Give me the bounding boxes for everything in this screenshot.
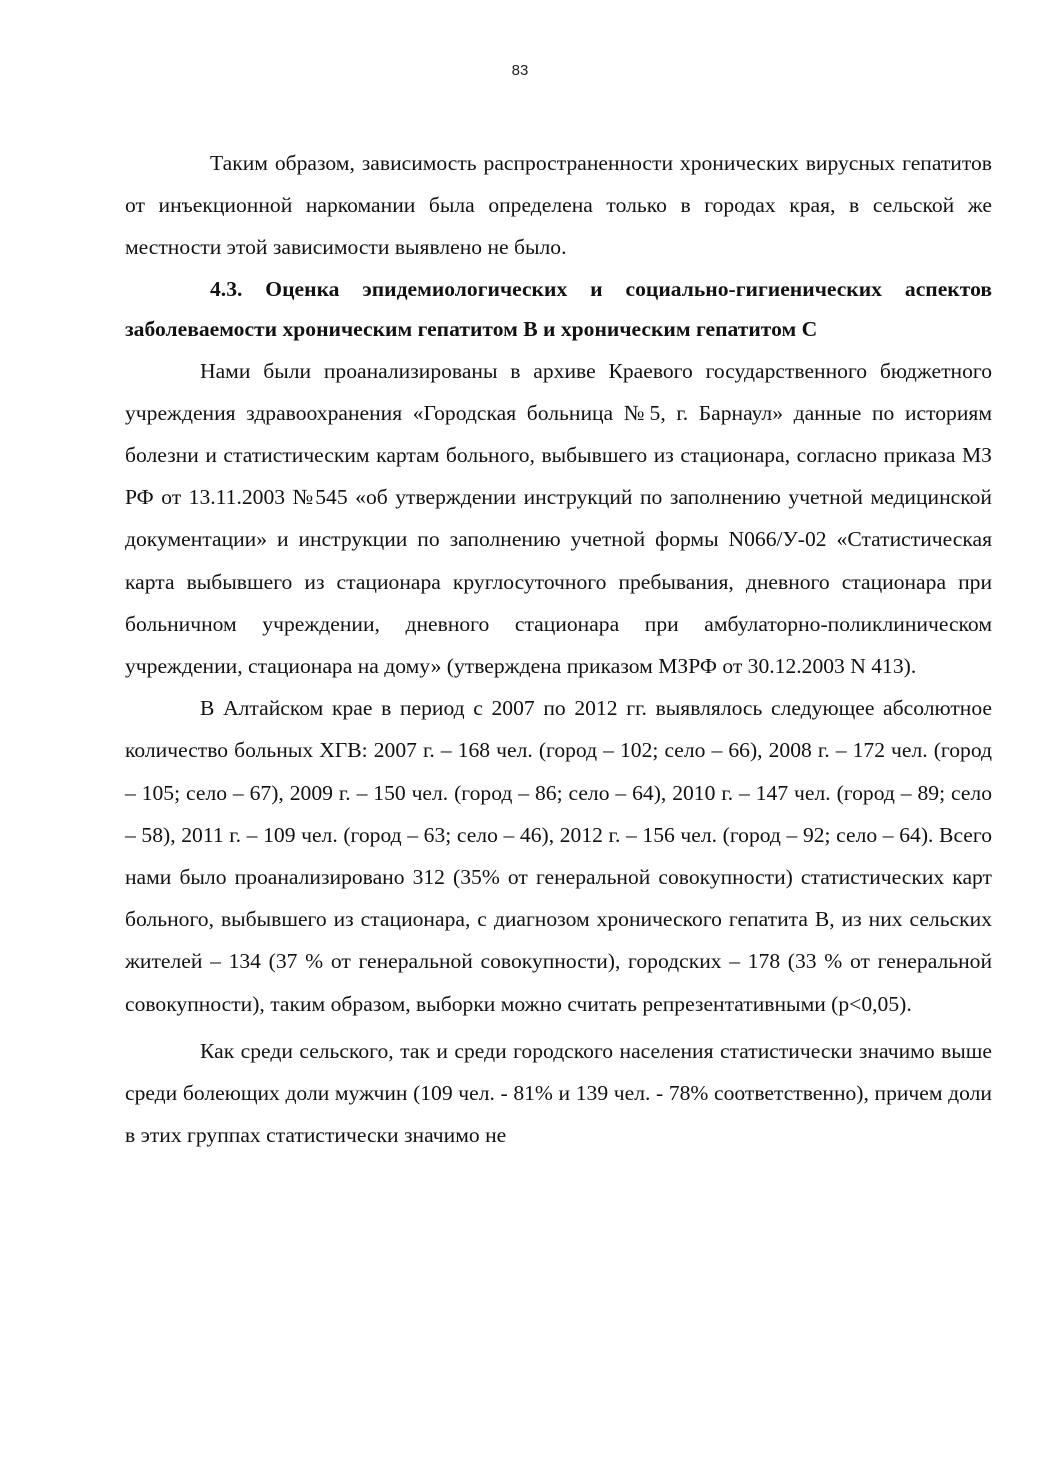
section-heading: 4.3. Оценка эпидемиологических и социально-гигиенических аспектов заболеваемости хроническим гепатитом В и хроническим гепатитом С [125,276,992,342]
paragraph-conclusion: Таким образом, зависимость распространенности хронических вирусных гепатитов от инъекционной наркомании была определена только в городах края, в сельской же местности этой зависимости выявлено не было. [125,151,992,260]
paragraph-gender-distribution: Как среди сельского, так и среди городского населения статистически значимо выше среди болеющих доли мужчин (109 чел. - 81% и 139 чел. - 78% соответственно), причем доли в этих группах статистически значимо не [125,1038,992,1148]
paragraph-data-sources: Нами были проанализированы в архиве Краевого государственного бюджетного учреждения здравоохранения «Городская больница №5, г. Барнаул» данные по историям болезни и статистическим картам больного, выбывшего из стационара, согласно приказа МЗ РФ от 13.11.2003 №545 «об утверждении инструкций по заполнению учетной медицинской документации» и инструкции по заполнению учетной формы N066/У-02 «Статистическая карта выбывшего из стационара круглосуточного пребывания, дневного стационара при больничном учреждении, дневного стационара при амбулаторно-поликлиническом учреждении, стационара на дому» (утверждена приказом МЗРФ от 30.12.2003 N 413). [125,358,992,679]
paragraph-incidence-statistics: В Алтайском крае в период с 2007 по 2012 гг. выявлялось следующее абсолютное количество больных ХГВ: 2007 г. – 168 чел. (город – 102; село – 66), 2008 г. – 172 чел. (город – 105; село – 67), 2009 г. – 150 чел. (город – 86; село – 64), 2010 г. – 147 чел. (город – 89; село – 58), 2011 г. – 109 чел. (город – 63; село – 46), 2012 г. – 156 чел. (город – 92; село – 64). Всего нами было проанализировано 312 (35% от генеральной совокупности) статистических карт больного, выбывшего из стационара, с диагнозом хронического гепатита В, из них сельских жителей – 134 (37 % от генеральной совокупности), городских – 178 (33 % от генеральной совокупности), таким образом, выборки можно считать репрезентативными (p<0,05). [125,696,992,1016]
page-number: 83 [511,62,529,79]
document-body [125,142,992,1156]
